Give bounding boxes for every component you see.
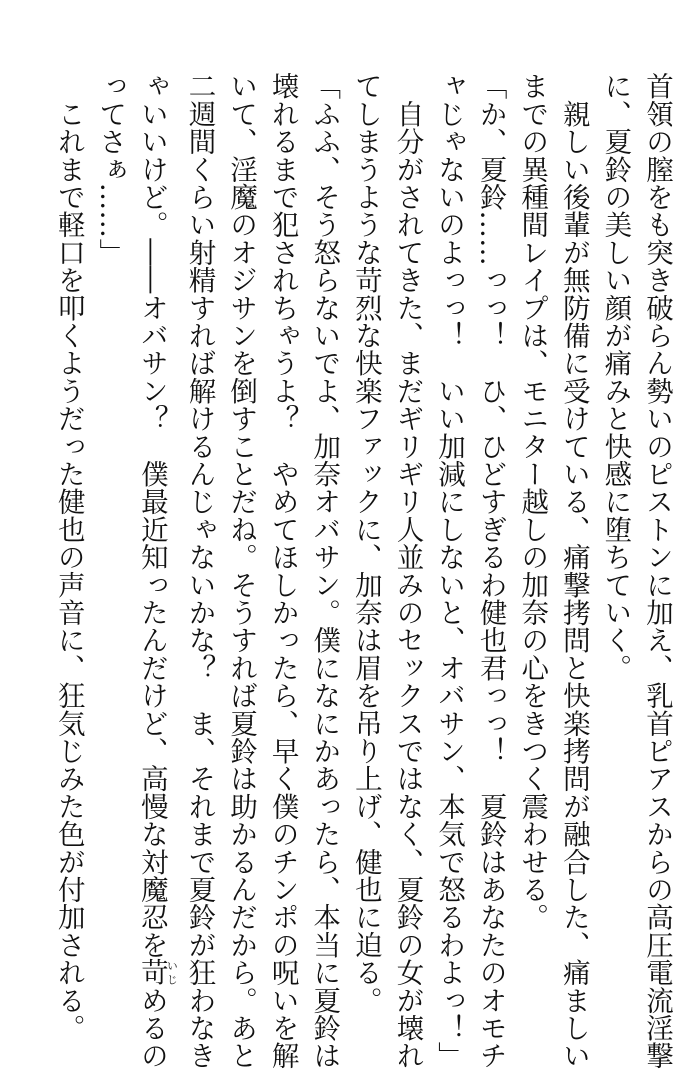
text-line: ャじゃないのよっっ！ いい加減にしないと、オバサン、本気で怒るわよっ！」 <box>433 72 466 1069</box>
text-line: ってさぁ……」 <box>94 72 127 266</box>
ruby-annotation: 苛いじ <box>135 958 179 987</box>
text-line-with-ruby <box>130 72 179 1069</box>
text-line: までの異種間レイプは、モニター越しの加奈の心をきつく震わせる。 <box>516 72 549 931</box>
text-line: いて、淫魔のオジサンを倒すことだね。そうすれば夏鈴は助かるんだから。あと <box>225 72 258 1069</box>
text-line: 首領の膣をも突き破らん勢いのピストンに加え、乳首ピアスからの高圧電流淫撃 <box>641 72 673 1069</box>
text-line: 「ふふ、そう怒らないでよ、加奈オバサン。僕になにかあったら、本当に夏鈴は <box>308 72 341 1069</box>
vertical-text-body <box>47 72 677 1069</box>
text-line: 親しい後輩が無防備に受けている、痛撃拷問と快楽拷問が融合した、痛ましい <box>557 72 590 1069</box>
text-line: 「か、夏鈴……っっ！ ひ、ひどすぎるわ健也君っっ！ 夏鈴はあなたのオモチ <box>474 72 507 1069</box>
text-segment: めるの <box>135 986 168 1069</box>
text-line: に、夏鈴の美しい顔が痛みと快感に堕ちていく。 <box>599 72 632 682</box>
ruby-reading: いじ <box>165 958 179 987</box>
text-line: 自分がされてきた、まだギリギリ人並みのセックスではなく、夏鈴の女が壊れ <box>391 72 424 1069</box>
text-segment: ゃいいけど。――オバサン？ 僕最近知ったんだけど、高慢な対魔忍を <box>135 72 168 959</box>
text-line: 二週間くらい射精すれば解けるんじゃないかな？ ま、それまで夏鈴が狂わなき <box>183 72 216 1069</box>
text-line: 壊れるまで犯されちゃうよ？ やめてほしかったら、早く僕のチンポの呪いを解 <box>266 72 299 1069</box>
text-line: これまで軽口を叩くようだった健也の声音に、狂気じみた色が付加される。 <box>52 72 85 1042</box>
text-line: てしまうような苛烈な快楽ファックに、加奈は眉を吊り上げ、健也に迫る。 <box>349 72 382 1014</box>
